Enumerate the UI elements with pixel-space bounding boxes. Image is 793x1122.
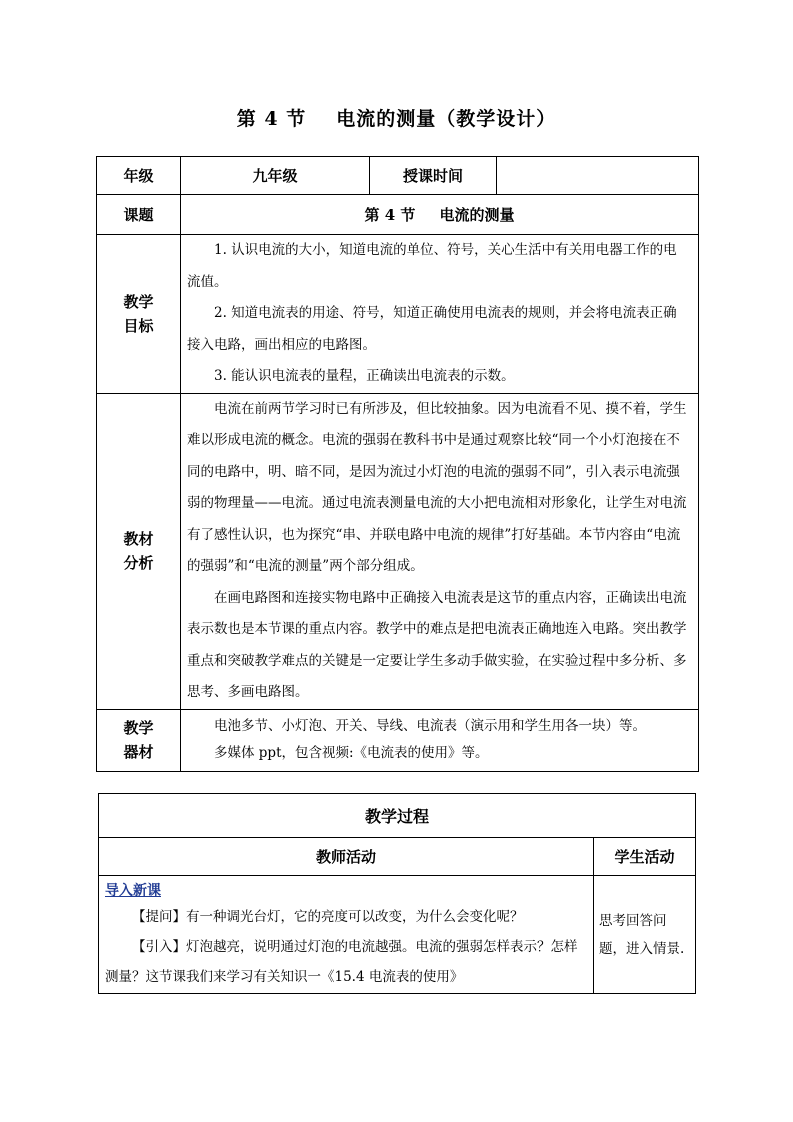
intro-row bbox=[99, 876, 696, 994]
teacher-paragraph: 【引入】灯泡越亮，说明通过灯泡的电流越强。电流的强弱怎样表示？怎样测量？这节课我们来学习有关知识一《15.4 电流表的使用》 bbox=[105, 939, 578, 985]
process-header: 教学过程 bbox=[99, 794, 696, 838]
teacher-activity-cell bbox=[99, 876, 594, 994]
grade-row bbox=[97, 157, 699, 195]
grade-value: 九年级 bbox=[181, 157, 370, 195]
materials-item: 电池多节、小灯泡、开关、导线、电流表（演示用和学生用各一块）等。 bbox=[214, 718, 646, 734]
goals-content bbox=[181, 235, 699, 394]
document-title bbox=[0, 104, 793, 131]
time-value bbox=[497, 157, 699, 195]
topic-name: 电流的测量 bbox=[439, 206, 515, 224]
goals-row bbox=[97, 235, 699, 394]
section-title-intro: 导入新课 bbox=[105, 883, 161, 899]
topic-section-number: 第 4 节 bbox=[364, 206, 416, 224]
analysis-paragraph: 在画电路图和连接实物电路中正确接入电流表是这节的重点内容，正确读出电流表示数也是本节课的重点内容。教学中的难点是把电流表正确地连入电路。突出教学重点和突破教学难点的关键是一定要让学生多动手做实验，在实验过程中多分析、多思考、多画电路图。 bbox=[187, 589, 687, 700]
grade-label: 年级 bbox=[97, 157, 181, 195]
materials-item: 多媒体 ppt，包含视频:《电流表的使用》等。 bbox=[214, 745, 489, 761]
analysis-label bbox=[97, 393, 181, 709]
analysis-label-line2: 分析 bbox=[123, 554, 154, 572]
teacher-activity-header: 教师活动 bbox=[99, 838, 594, 876]
goal-item: 2. 知道电流表的用途、符号，知道正确使用电流表的规则，并会将电流表正确接入电路，画出相应的电路图。 bbox=[187, 305, 677, 353]
lesson-info-table bbox=[96, 156, 699, 772]
goal-item: 3. 能认识电流表的量程，正确读出电流表的示数。 bbox=[214, 368, 515, 384]
materials-label-line1: 教学 bbox=[123, 719, 154, 737]
analysis-row bbox=[97, 393, 699, 709]
analysis-label-line1: 教材 bbox=[123, 530, 154, 548]
analysis-paragraph: 电流在前两节学习时已有所涉及，但比较抽象。因为电流看不见、摸不着，学生难以形成电流的概念。电流的强弱在教科书中是通过观察比较“同一个小灯泡接在不同的电路中，明、暗不同，是因为流过小灯泡的电流的强弱不同”，引入表示电流强弱的物理量——电流。通过电流表测量电流的大小把电流相对形象化，让学生对电流有了感性认识，也为探究“串、并联电路中电流的规律”打好基础。本节内容由“电流的强弱”和“电流的测量”两个部分组成。 bbox=[187, 400, 687, 574]
topic-label: 课题 bbox=[97, 195, 181, 235]
topic-value bbox=[181, 195, 699, 235]
materials-label-line2: 器材 bbox=[123, 743, 154, 761]
title-text: 电流的测量（教学设计） bbox=[336, 108, 557, 130]
title-section-number: 第 4 节 bbox=[236, 108, 307, 130]
goals-label bbox=[97, 235, 181, 394]
process-header-row bbox=[99, 794, 696, 838]
teaching-process-table bbox=[98, 793, 696, 994]
analysis-content bbox=[181, 393, 699, 709]
materials-content bbox=[181, 709, 699, 771]
topic-row bbox=[97, 195, 699, 235]
student-activity-cell: 思考回答问题，进入情景. bbox=[594, 876, 696, 994]
goals-label-line2: 目标 bbox=[123, 316, 154, 335]
student-activity-header: 学生活动 bbox=[594, 838, 696, 876]
goal-item: 1. 认识电流的大小，知道电流的单位、符号，关心生活中有关用电器工作的电流值。 bbox=[187, 242, 677, 290]
process-columns-row bbox=[99, 838, 696, 876]
time-label: 授课时间 bbox=[370, 157, 497, 195]
materials-label bbox=[97, 709, 181, 771]
teacher-paragraph: 【提问】有一种调光台灯，它的亮度可以改变，为什么会变化呢？ bbox=[132, 909, 524, 925]
goals-label-line1: 教学 bbox=[123, 292, 154, 311]
materials-row bbox=[97, 709, 699, 771]
